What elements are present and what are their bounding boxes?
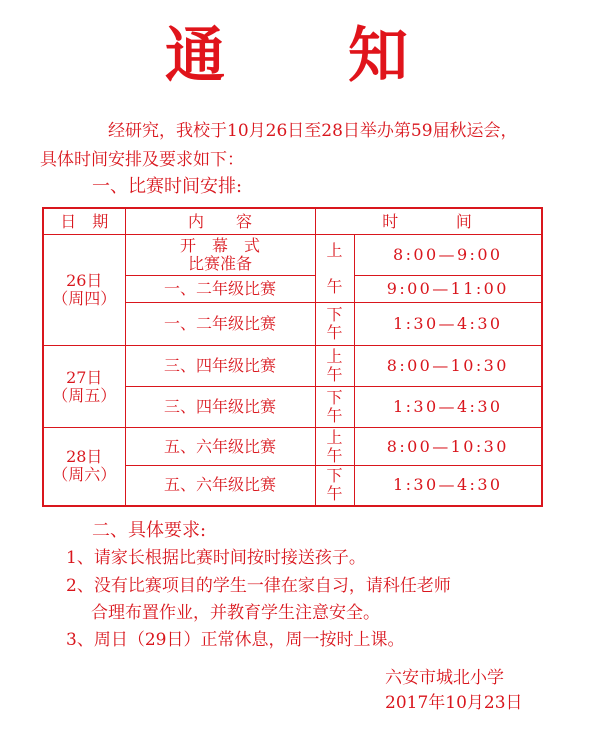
content-cell: 开 幕 式 比赛准备: [125, 235, 315, 276]
time-cell: 1:30—4:30: [354, 387, 542, 428]
time-cell: 1:30—4:30: [354, 466, 542, 506]
ampm-cell: 下 午: [315, 466, 354, 506]
intro-line-2: 具体时间安排及要求如下：: [40, 150, 244, 170]
requirement-2-line-2: 合理布置作业，并教育学生注意安全。: [91, 603, 380, 623]
requirement-3: 3、周日（29日）正常休息，周一按时上课。: [66, 630, 405, 650]
header-time: 时 间: [315, 208, 542, 235]
time-cell: 8:00—10:30: [354, 428, 542, 466]
requirement-2-line-1: 2、没有比赛项目的学生一律在家自习，请科任老师: [66, 576, 451, 596]
date-cell: 28日 （周六）: [43, 428, 125, 506]
content-cell: 三、四年级比赛: [125, 346, 315, 387]
schedule-table: [42, 207, 543, 507]
section-2-heading: 二、具体要求:: [92, 520, 207, 541]
time-cell: 1:30—4:30: [354, 303, 542, 346]
table-row: [43, 235, 542, 276]
signature-date: 2017年10月23日: [385, 693, 523, 713]
header-date: 日 期: [43, 208, 125, 235]
ampm-cell: 下 午: [315, 387, 354, 428]
content-cell: 三、四年级比赛: [125, 387, 315, 428]
time-cell: 8:00—10:30: [354, 346, 542, 387]
intro-line-1: 经研究，我校于10月26日至28日举办第59届秋运会，: [108, 121, 518, 141]
table-row: [43, 428, 542, 466]
ampm-cell: 下 午: [315, 303, 354, 346]
signature-school: 六安市城北小学: [385, 668, 504, 688]
content-cell: 五、六年级比赛: [125, 466, 315, 506]
notice-title-right: 知: [348, 21, 408, 91]
header-content: 内 容: [125, 208, 315, 235]
section-1-heading: 一、比赛时间安排:: [92, 176, 243, 197]
ampm-cell: 上 午: [315, 428, 354, 466]
time-cell: 9:00—11:00: [354, 276, 542, 303]
content-cell: 一、二年级比赛: [125, 276, 315, 303]
requirement-1: 1、请家长根据比赛时间按时接送孩子。: [66, 548, 366, 568]
ampm-cell: 上 午: [315, 235, 354, 303]
date-cell: 27日 （周五）: [43, 346, 125, 428]
table-header-row: [43, 208, 542, 235]
content-cell: 一、二年级比赛: [125, 303, 315, 346]
date-cell: 26日 （周四）: [43, 235, 125, 346]
table-row: [43, 346, 542, 387]
time-cell: 8:00—9:00: [354, 235, 542, 276]
content-cell: 五、六年级比赛: [125, 428, 315, 466]
notice-title-left: 通: [165, 21, 225, 91]
ampm-cell: 上 午: [315, 346, 354, 387]
